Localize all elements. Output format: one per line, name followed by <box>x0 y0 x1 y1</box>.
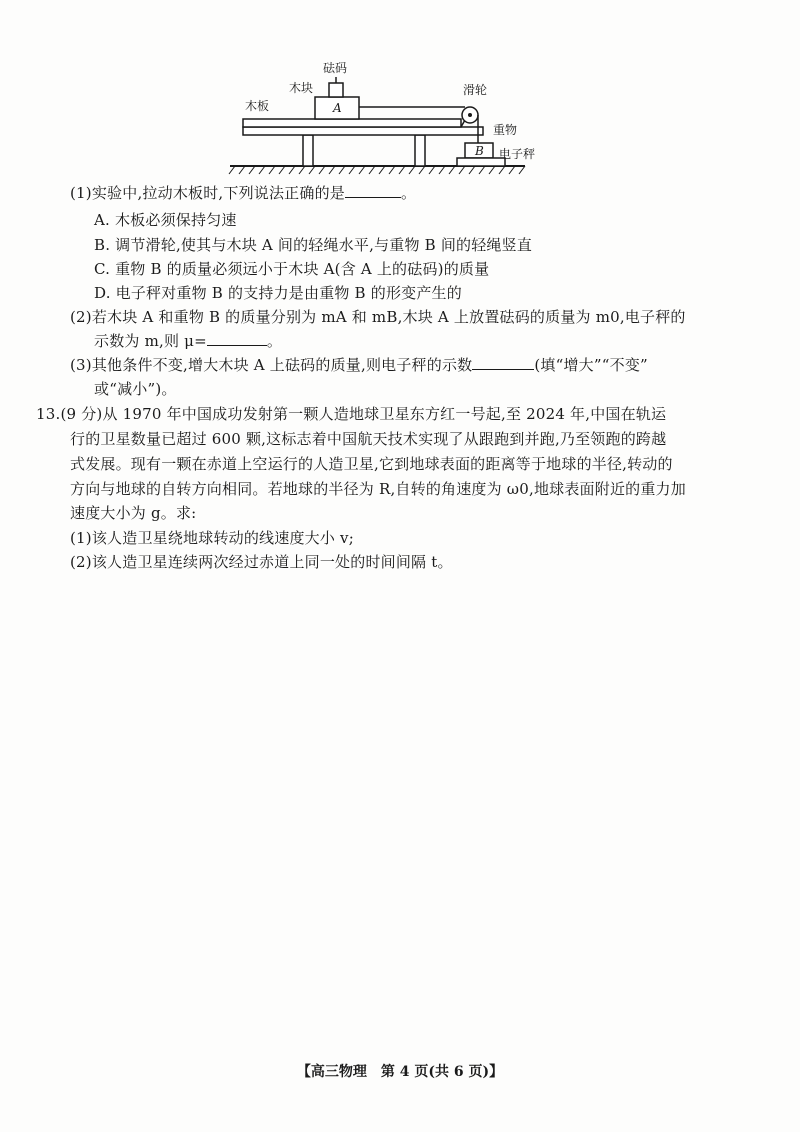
q12-option-b: B. 调节滑轮,使其与木块 A 间的轻绳水平,与重物 B 间的轻绳竖直 <box>94 236 533 254</box>
answer-blank <box>472 355 534 370</box>
label-heavy-letter: B <box>475 144 484 158</box>
q13-line-4: 方向与地球的自转方向相同。若地球的半径为 R,自转的角速度为 ω0,地球表面附近的重力加 <box>70 480 686 498</box>
q13-sub2: (2)该人造卫星连续两次经过赤道上同一处的时间间隔 t。 <box>70 553 453 571</box>
q12-part2-line2-end: 。 <box>266 332 283 350</box>
q12-part1-stem-text: (1)实验中,拉动木板时,下列说法正确的是 <box>70 184 345 202</box>
answer-blank <box>207 331 267 346</box>
electronic-scale <box>457 158 505 166</box>
apparatus-figure <box>225 55 535 180</box>
answer-blank <box>345 183 401 198</box>
q13-line-5: 速度大小为 g。求: <box>70 504 197 522</box>
table-leg-left <box>303 135 313 166</box>
q12-part3-line1-end: (填“增大”“不变” <box>534 356 648 374</box>
q12-option-a: A. 木板必须保持匀速 <box>94 211 237 229</box>
label-pulley: 滑轮 <box>463 83 488 97</box>
q12-part1-stem-end: 。 <box>401 184 417 202</box>
q12-part3-line2: 或“减小”)。 <box>94 380 177 398</box>
label-block: 木块 <box>289 81 314 95</box>
q13-sub1: (1)该人造卫星绕地球转动的线速度大小 v; <box>70 529 354 547</box>
apparatus-diagram <box>225 55 535 180</box>
q12-part2-line2-text: 示数为 m,则 μ= <box>94 332 207 350</box>
label-weight: 砝码 <box>323 61 348 75</box>
label-board: 木板 <box>245 99 270 113</box>
q12-part3-line1 <box>70 355 648 375</box>
q13-line-1: 13.(9 分)从 1970 年中国成功发射第一颗人造地球卫星东方红一号起,至 2024 年,中国在轨运 <box>36 405 667 423</box>
q12-option-d: D. 电子秤对重物 B 的支持力是由重物 B 的形变产生的 <box>94 284 462 302</box>
weight-mass <box>329 83 343 97</box>
wooden-board <box>243 119 461 127</box>
label-scale: 电子秤 <box>499 147 536 161</box>
q12-option-c: C. 重物 B 的质量必须远小于木块 A(含 A 上的砝码)的质量 <box>94 260 490 278</box>
q12-part2-line2 <box>94 331 282 351</box>
q12-part2-line1: (2)若木块 A 和重物 B 的质量分别为 mA 和 mB,木块 A 上放置砝码的质量为 m0,电子秤的 <box>70 308 686 326</box>
page-footer: 【高三物理 第 4 页(共 6 页)】 <box>296 1064 504 1080</box>
q13-line-3: 式发展。现有一颗在赤道上空运行的人造卫星,它到地球表面的距离等于地球的半径,转动的 <box>70 455 673 473</box>
label-block-letter: A <box>333 101 342 115</box>
label-heavy: 重物 <box>493 123 518 137</box>
q13-line-2: 行的卫星数量已超过 600 颗,这标志着中国航天技术实现了从跟跑到并跑,乃至领跑的跨越 <box>70 430 667 448</box>
q12-part3-line1-text: (3)其他条件不变,增大木块 A 上砝码的质量,则电子秤的示数 <box>70 356 473 374</box>
table-top <box>243 127 483 135</box>
q12-part1-stem <box>70 183 416 203</box>
table-leg-right <box>415 135 425 166</box>
